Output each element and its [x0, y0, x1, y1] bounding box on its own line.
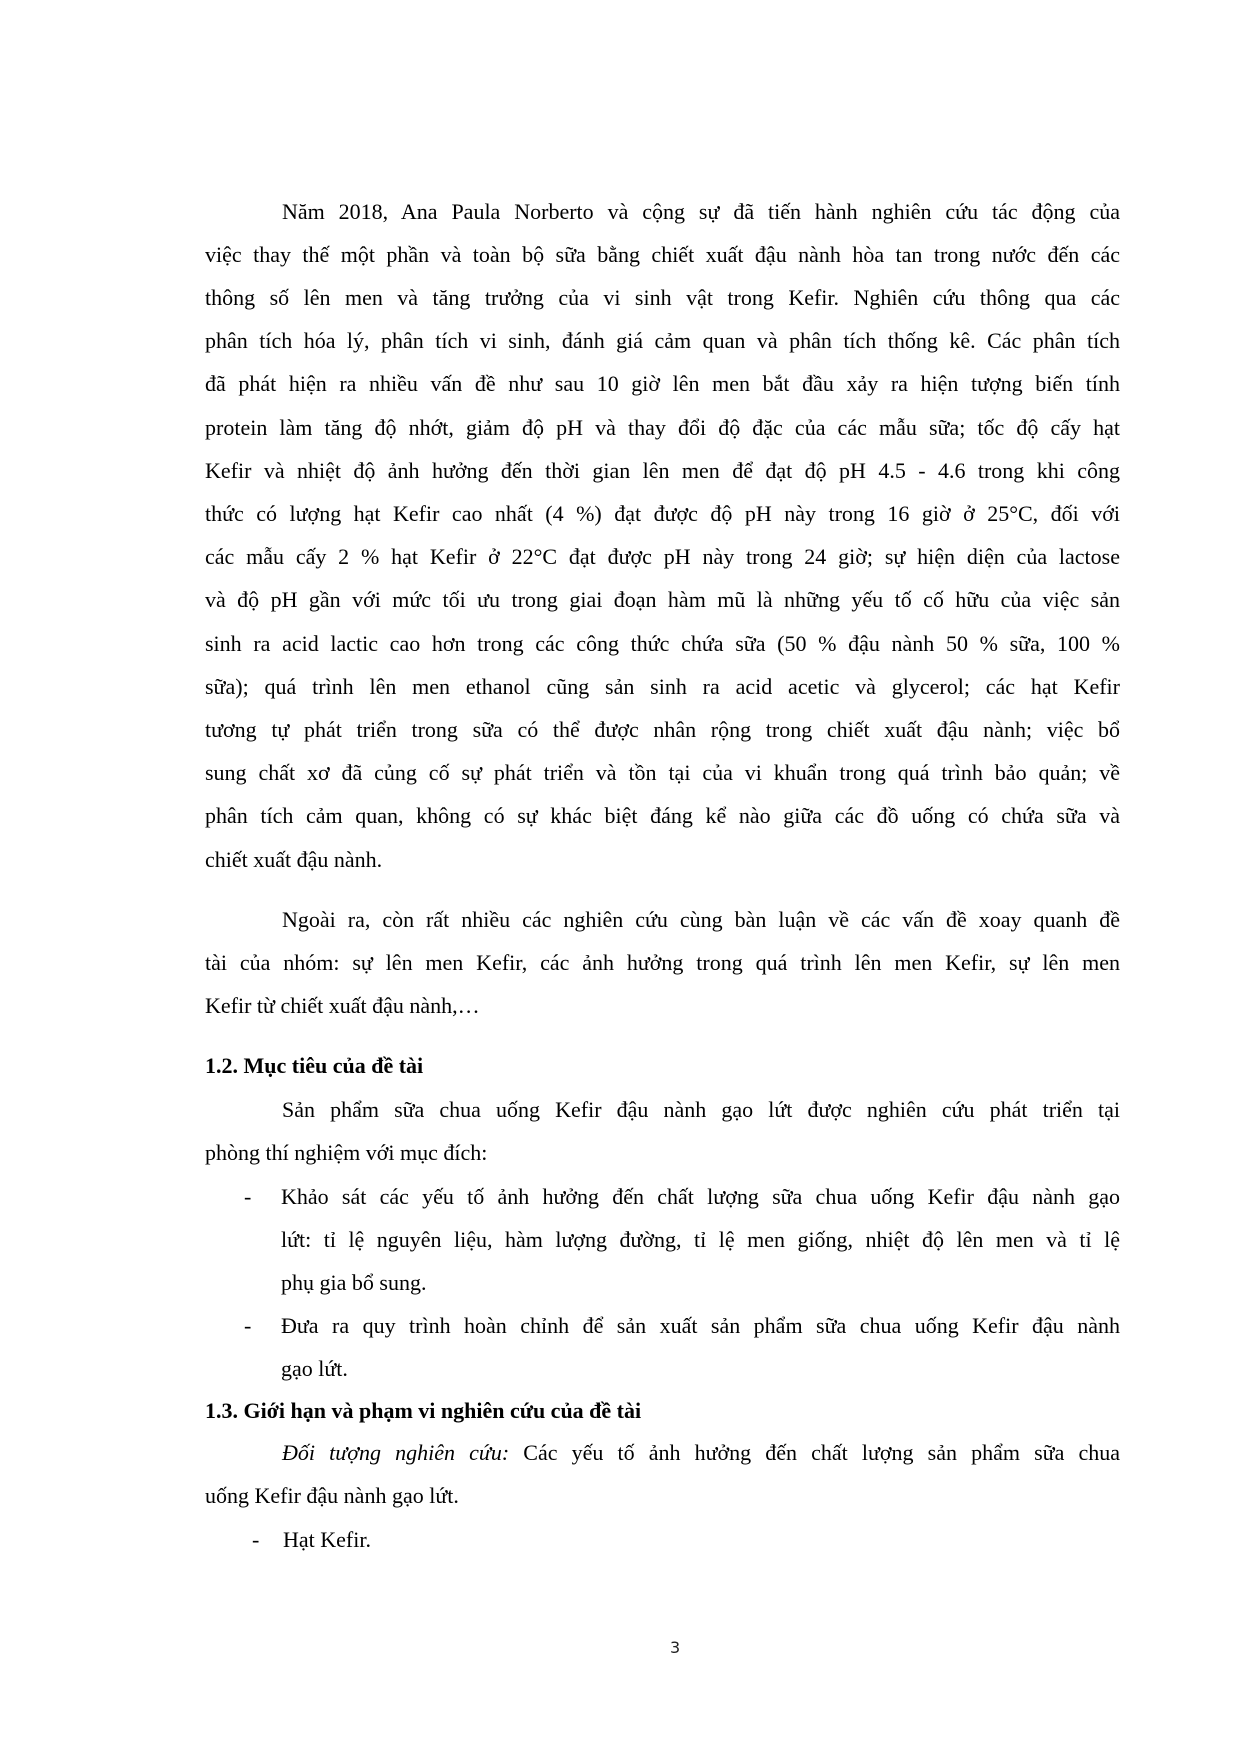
bullet-dash: -	[252, 1527, 260, 1552]
page-number: 3	[670, 1638, 681, 1657]
text-line: gạo lứt.	[281, 1356, 348, 1381]
text-line: các mẫu cấy 2 % hạt Kefir ở 22°C đạt được pH này trong 24 giờ; sự hiện diện của lactose	[205, 544, 1120, 569]
text-line: Kefir từ chiết xuất đậu nành,…	[205, 993, 480, 1018]
text-line: tương tự phát triển trong sữa có thể được nhân rộng trong chiết xuất đậu nành; việc bổ	[205, 717, 1120, 742]
text-line: sữa); quá trình lên men ethanol cũng sản sinh ra acid acetic và glycerol; các hạt Kefir	[205, 674, 1120, 699]
text-line: protein làm tăng độ nhớt, giảm độ pH và thay đổi độ đặc của các mẫu sữa; tốc độ cấy hạt	[205, 415, 1120, 440]
text-line: việc thay thế một phần và toàn bộ sữa bằng chiết xuất đậu nành hòa tan trong nước đến các	[205, 242, 1120, 267]
text-line: Hạt Kefir.	[283, 1527, 371, 1552]
text-line: đã phát hiện ra nhiều vấn đề như sau 10 giờ lên men bắt đầu xảy ra hiện tượng biến tính	[205, 371, 1120, 396]
text-line: và độ pH gần với mức tối ưu trong giai đoạn hàm mũ là những yếu tố cố hữu của việc sản	[205, 587, 1120, 612]
text-line: lứt: tỉ lệ nguyên liệu, hàm lượng đường, tỉ lệ men giống, nhiệt độ lên men và tỉ lệ	[281, 1227, 1120, 1252]
text-line: sinh ra acid lactic cao hơn trong các công thức chứa sữa (50 % đậu nành 50 % sữa, 100 %	[205, 631, 1120, 656]
text-line: tài của nhóm: sự lên men Kefir, các ảnh hưởng trong quá trình lên men Kefir, sự lên men	[205, 950, 1120, 975]
text-line: chiết xuất đậu nành.	[205, 847, 383, 872]
object-text: Các yếu tố ảnh hưởng đến chất lượng sản phẩm sữa chua	[509, 1440, 1120, 1465]
text-line: uống Kefir đậu nành gạo lứt.	[205, 1483, 459, 1508]
text-line: sung chất xơ đã củng cố sự phát triển và tồn tại của vi khuẩn trong quá trình bảo quản; về	[205, 760, 1120, 785]
text-line: phân tích hóa lý, phân tích vi sinh, đánh giá cảm quan và phân tích thống kê. Các phân tích	[205, 328, 1120, 353]
text-line: Khảo sát các yếu tố ảnh hưởng đến chất lượng sữa chua uống Kefir đậu nành gạo	[281, 1184, 1120, 1209]
text-line: phụ gia bổ sung.	[281, 1270, 427, 1295]
text-line: Đưa ra quy trình hoàn chỉnh để sản xuất sản phẩm sữa chua uống Kefir đậu nành	[281, 1313, 1120, 1338]
bullet-dash: -	[244, 1184, 252, 1209]
text-line: Kefir và nhiệt độ ảnh hưởng đến thời gian lên men để đạt độ pH 4.5 - 4.6 trong khi công	[205, 458, 1120, 483]
text-line: Năm 2018, Ana Paula Norberto và cộng sự đã tiến hành nghiên cứu tác động của	[282, 199, 1120, 224]
section-heading: 1.3. Giới hạn và phạm vi nghiên cứu của đề tài	[205, 1398, 642, 1423]
text-line: thức có lượng hạt Kefir cao nhất (4 %) đạt được độ pH này trong 16 giờ ở 25°C, đối với	[205, 501, 1120, 526]
text-line	[282, 1438, 1120, 1468]
text-line: phòng thí nghiệm với mục đích:	[205, 1140, 488, 1165]
object-label: Đối tượng nghiên cứu:	[282, 1440, 510, 1465]
bullet-dash: -	[244, 1313, 252, 1338]
text-line: Ngoài ra, còn rất nhiều các nghiên cứu cùng bàn luận về các vấn đề xoay quanh đề	[282, 907, 1120, 932]
text-line: Sản phẩm sữa chua uống Kefir đậu nành gạo lứt được nghiên cứu phát triển tại	[282, 1097, 1120, 1122]
section-heading: 1.2. Mục tiêu của đề tài	[205, 1053, 424, 1078]
text-line: thông số lên men và tăng trưởng của vi sinh vật trong Kefir. Nghiên cứu thông qua các	[205, 285, 1120, 310]
text-line: phân tích cảm quan, không có sự khác biệt đáng kể nào giữa các đồ uống có chứa sữa và	[205, 803, 1120, 828]
